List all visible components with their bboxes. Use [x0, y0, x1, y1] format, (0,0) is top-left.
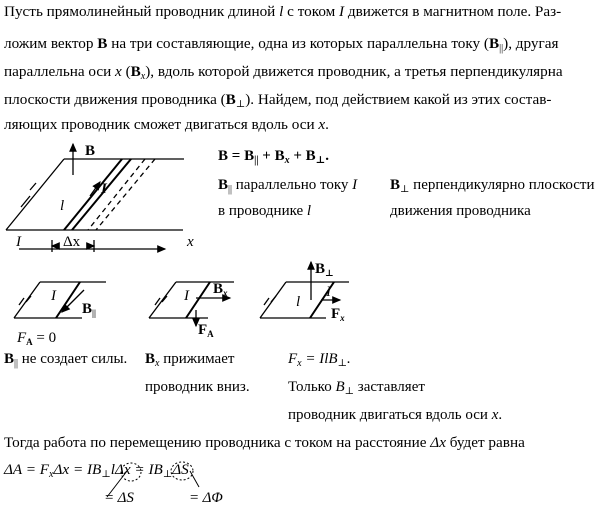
label-dx: Δx	[63, 234, 81, 250]
under-dS: = ΔS	[104, 490, 134, 506]
paragraph-line-5: ляющих проводник сможет двигаться вдоль оси x.	[4, 116, 329, 133]
work-text: Тогда работа по перемещению проводника с током на расстояние Δx будет равна	[4, 434, 525, 451]
label-x-axis: x	[187, 234, 194, 250]
main-diagram	[6, 144, 184, 252]
svg-text:I: I	[51, 288, 56, 304]
desc-parallel-2: в проводнике l	[218, 203, 312, 219]
label-B: B	[85, 143, 96, 159]
svg-text:FA = 0: $F_A = 0$	[17, 330, 57, 347]
paragraph-line-3: параллельна оси x $(B_x)$, вдоль которой движется проводник, а третья перпендикулярна	[4, 63, 563, 82]
under-dPhi: = ΔΦ	[189, 490, 223, 506]
caption-3-line2: Только $B_\perp$ заставляет	[288, 379, 425, 397]
paragraph-line-1: Пусть прямолинейный проводник длиной l с током I движется в магнитном поле. Раз-	[4, 3, 562, 20]
paragraph-line-4: плоскости движения проводника $(B_\perp)$. Найдем, под действием какой из этих состав-	[4, 91, 552, 110]
svg-text:FA: $F_A$	[198, 322, 214, 339]
svg-text:B⊥: $B_\perp$	[315, 261, 334, 278]
caption-2: $B_x$ прижимает	[145, 351, 235, 369]
desc-perp: $B_\perp$ перпендикулярно плоскости	[390, 177, 595, 195]
vector-equation: $B = B_{||} + B_x + B_\perp$.	[218, 148, 330, 166]
svg-text:Fx: $F_x$	[331, 306, 345, 323]
svg-text:I: I	[184, 288, 189, 304]
label-I-arrow: I	[101, 181, 107, 197]
svg-text:I: I	[326, 284, 331, 300]
paragraph-line-2: ложим вектор B на три составляющие, одна из которых параллельна току $(B_{||})$, другая	[4, 35, 559, 54]
label-I-left: I	[16, 234, 21, 250]
desc-perp-2: движения проводника	[390, 203, 531, 219]
caption-1: $B_{||}$ не создает силы.	[4, 351, 128, 369]
work-formula: $\Delta A = F_x\Delta x = IB_\perp l\Delta x = IB_\perp\Delta S$	[4, 461, 189, 480]
caption-2-line2: проводник вниз.	[145, 379, 250, 395]
svg-text:B||: $B_{||}$	[82, 301, 96, 318]
caption-3-formula: $F_x = IlB_\perp$.	[288, 351, 351, 369]
svg-text:Bx: $B_x$	[213, 281, 228, 298]
caption-3-line3: проводник двигаться вдоль оси x.	[288, 407, 503, 423]
label-l: l	[60, 198, 65, 214]
desc-parallel: $B_{||}$ параллельно току I	[218, 177, 358, 195]
svg-text:l: l	[296, 294, 301, 310]
